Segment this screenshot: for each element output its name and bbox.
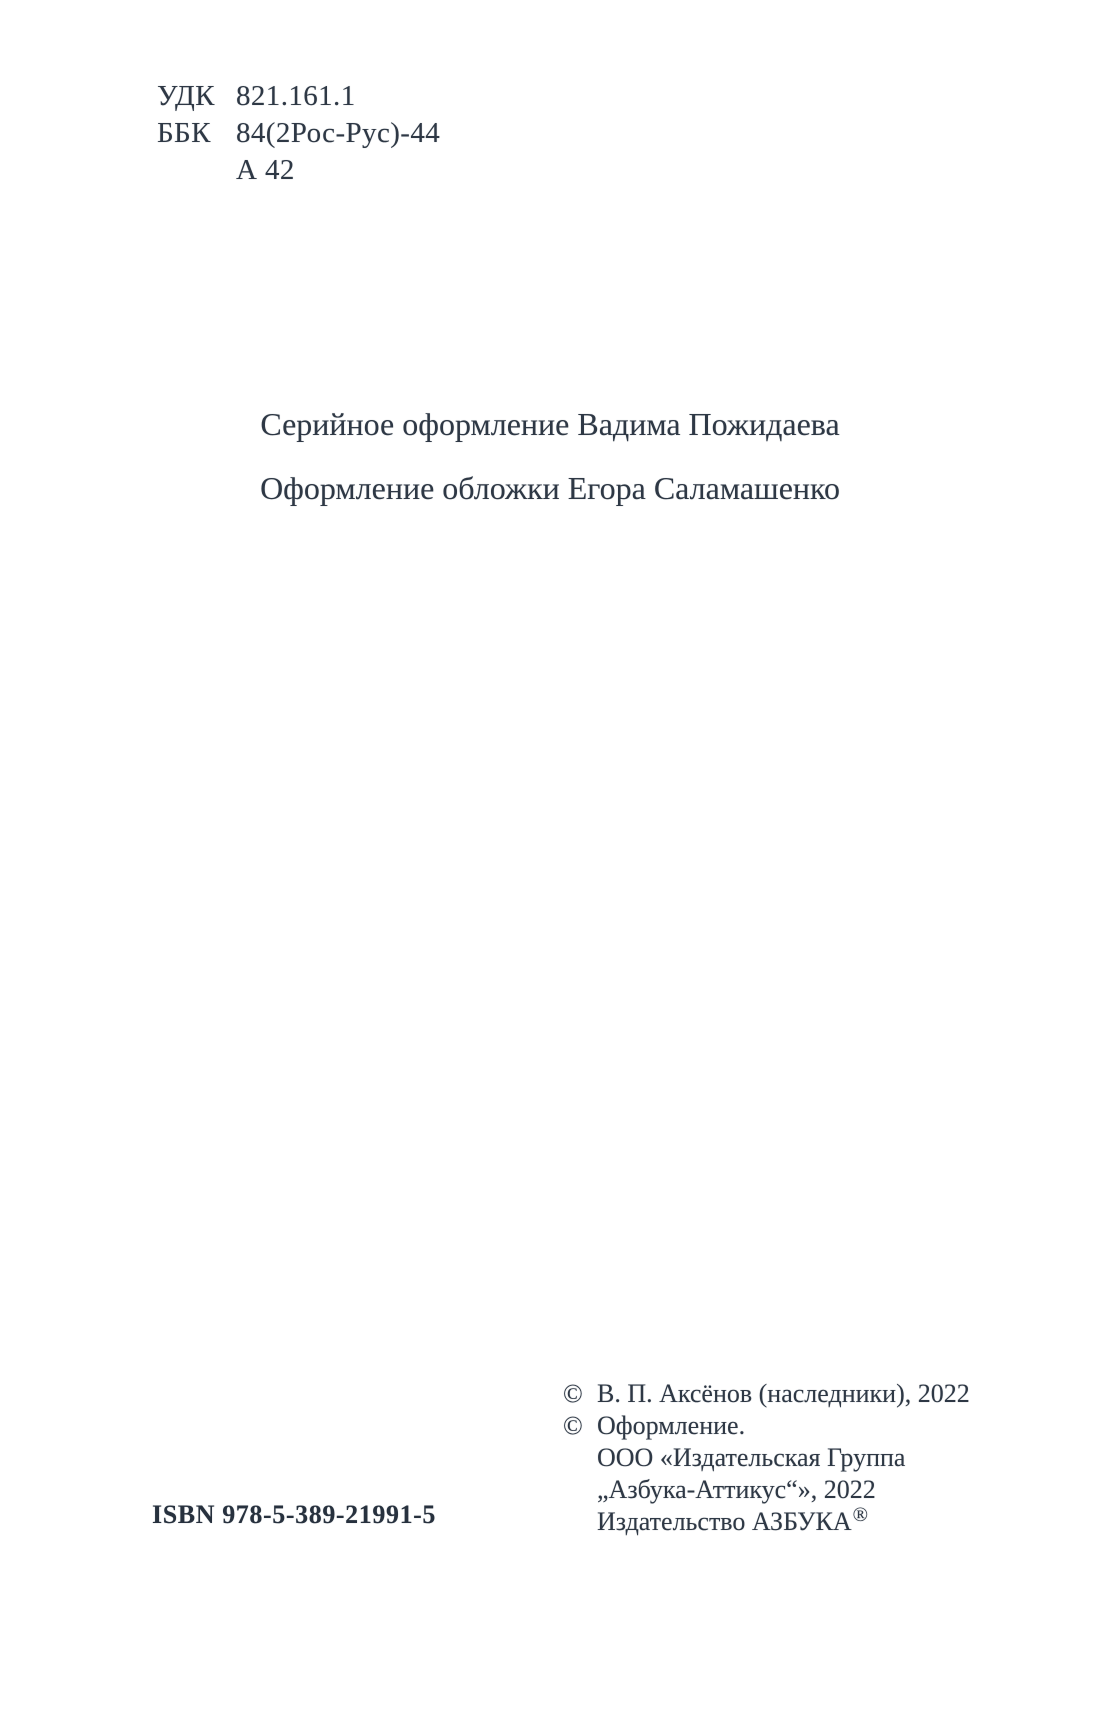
copyright-symbol: © xyxy=(563,1379,583,1408)
publisher-imprint-text: Издательство АЗБУКА xyxy=(597,1507,852,1536)
author-sign: А 42 xyxy=(236,154,295,186)
classification-block xyxy=(157,78,440,189)
copyright-block xyxy=(563,1378,970,1540)
copyright-entry-author xyxy=(563,1378,970,1410)
copyright-symbol: © xyxy=(563,1411,583,1440)
registered-trademark-mark: ® xyxy=(852,1503,869,1526)
publisher-group-line2: „Азбука-Аттикус“», 2022 xyxy=(597,1475,876,1504)
copyright-entry-design xyxy=(563,1410,970,1540)
bbk-value: 84(2Рос-Рус)-44 xyxy=(236,117,441,149)
series-design-credit: Серийное оформление Вадима Пожидаева xyxy=(260,406,840,442)
publisher-group-line: ООО «Издательская Группа xyxy=(597,1443,906,1472)
bbk-line xyxy=(157,115,440,152)
copyright-design-lines xyxy=(597,1410,905,1540)
publisher-imprint-line xyxy=(597,1503,905,1540)
isbn: ISBN 978-5-389-21991-5 xyxy=(152,1500,437,1529)
author-sign-line xyxy=(157,152,440,189)
author-sign-spacer xyxy=(157,152,236,189)
bbk-label: ББК xyxy=(157,117,211,149)
udk-line xyxy=(157,78,440,115)
udk-value: 821.161.1 xyxy=(236,80,356,112)
copyright-author-line: В. П. Аксёнов (наследники), 2022 xyxy=(597,1379,970,1408)
udk-label: УДК xyxy=(157,80,215,112)
copyright-design-line: Оформление. xyxy=(597,1411,746,1440)
cover-design-credit: Оформление обложки Егора Саламашенко xyxy=(260,470,840,506)
